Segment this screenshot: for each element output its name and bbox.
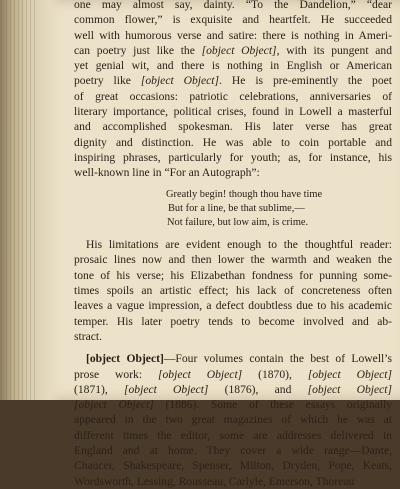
- text-line: [74, 283, 392, 298]
- italic-title: [object Object]: [124, 382, 209, 396]
- text-span: Wordsworth, Lessing, Rousseau, Carlyle, Emerson, Thoreau: [74, 474, 355, 488]
- paragraph-lowell-verse: [74, 0, 392, 181]
- text-line: [74, 150, 392, 165]
- text-span: one may almost say, dainty. “To the Dandelion,” “dear: [74, 0, 392, 11]
- italic-title: [object Object]: [140, 74, 220, 88]
- text-span: leaves a vague impression, a defect doubtless due to his academic: [74, 299, 392, 313]
- text-line: [74, 268, 392, 283]
- text-line: [74, 367, 392, 382]
- text-span: —Four volumes contain the best of Lowell’s: [163, 352, 392, 366]
- text-line: [74, 412, 392, 427]
- text-line: [74, 0, 392, 12]
- text-span: well with humorous verse and satire: there is nothing in Ameri-: [74, 28, 392, 42]
- text-span: and accomplished spokesman. His later verse has great: [74, 120, 392, 134]
- text-line: [74, 298, 392, 313]
- italic-title: [object Object]: [307, 367, 392, 381]
- text-line: [74, 329, 392, 344]
- text-span: (1876), and: [208, 382, 308, 396]
- paragraph-his-prose: [74, 351, 392, 489]
- italic-title: [object Object]: [158, 367, 243, 381]
- italic-title: [object Object]: [74, 398, 154, 412]
- text-span: of great occasions: patriotic celebrations, anniversaries of: [74, 89, 392, 103]
- text-line: [74, 12, 392, 27]
- quote-for-an-autograph: [74, 188, 392, 231]
- text-line: [74, 28, 392, 43]
- quote-line: But for a line, be that sublime,—: [168, 202, 305, 214]
- text-span: His limitations are evident enough to the thoughtful reader:: [86, 238, 392, 252]
- text-span: , with its pungent and: [276, 43, 393, 57]
- text-span: appeared in the two great magazines of which he was at: [74, 413, 392, 427]
- text-span: different times the editor, some are addresses delivered in: [74, 428, 392, 442]
- section-heading: [object Object]: [86, 352, 164, 366]
- text-line: [74, 104, 392, 119]
- text-line: [74, 58, 392, 73]
- text-line: [74, 474, 392, 489]
- text-line: [74, 89, 392, 104]
- text-span: . He is pre-eminently the poet: [219, 74, 392, 88]
- text-span: inspiring phrases, particularly for youth; as, for instance, his: [74, 150, 392, 164]
- quote-line: Not failure, but low aim, is crime.: [167, 216, 309, 228]
- text-line: [74, 314, 392, 329]
- text-span: England and at home. They cover a wide range—Dante,: [74, 443, 392, 457]
- page-text: [74, 0, 392, 489]
- italic-title: [object Object]: [201, 43, 277, 57]
- text-span: common flower,” is exquisite and heartfelt. He succeeded: [74, 13, 392, 27]
- spine-shadow: [6, 0, 36, 400]
- paragraph-limitations: [74, 237, 392, 344]
- text-line: [74, 458, 392, 473]
- text-span: yet genial wit, and there is nothing in English or American: [74, 59, 392, 73]
- text-line: [74, 252, 392, 267]
- italic-title: [object Object]: [307, 382, 393, 396]
- text-span: times spoils an artistic effect; his lack of concreteness often: [74, 284, 392, 298]
- text-span: can poetry just like the: [74, 43, 202, 57]
- text-span: (1886). Some of these essays originally: [153, 398, 392, 412]
- text-span: prose work:: [74, 367, 158, 381]
- text-span: Chaucer, Shakespeare, Spenser, Milton, Dryden, Pope, Keats,: [74, 459, 392, 473]
- text-line: [74, 397, 392, 412]
- text-line: [74, 237, 392, 252]
- text-span: literary importance, political crises, found in Lowell a masterful: [74, 105, 392, 119]
- text-line: [74, 382, 392, 397]
- text-line: [74, 428, 392, 443]
- text-span: prosaic lines now and then lower the warmth and weaken the: [74, 253, 392, 267]
- text-span: tone of his verse; his Elizabethan fondness for punning some-: [74, 268, 392, 282]
- text-span: dignity and distinction. He was able to coin portable and: [74, 135, 392, 149]
- text-line: [74, 165, 392, 180]
- text-line: [74, 135, 392, 150]
- text-span: stract.: [74, 329, 103, 343]
- text-line: [74, 43, 392, 58]
- quote-line: Greatly begin! though thou have time: [166, 188, 323, 200]
- text-line: [74, 119, 392, 134]
- text-span: well-known line in “For an Autograph”:: [74, 166, 260, 180]
- text-span: (1871),: [74, 382, 124, 396]
- text-span: temper. His later poetry tends to become involved and ab-: [74, 314, 392, 328]
- text-line: [74, 443, 392, 458]
- text-line: [74, 73, 392, 88]
- text-span: poetry like: [74, 74, 141, 88]
- text-span: (1870),: [242, 367, 308, 381]
- text-line: [74, 351, 392, 366]
